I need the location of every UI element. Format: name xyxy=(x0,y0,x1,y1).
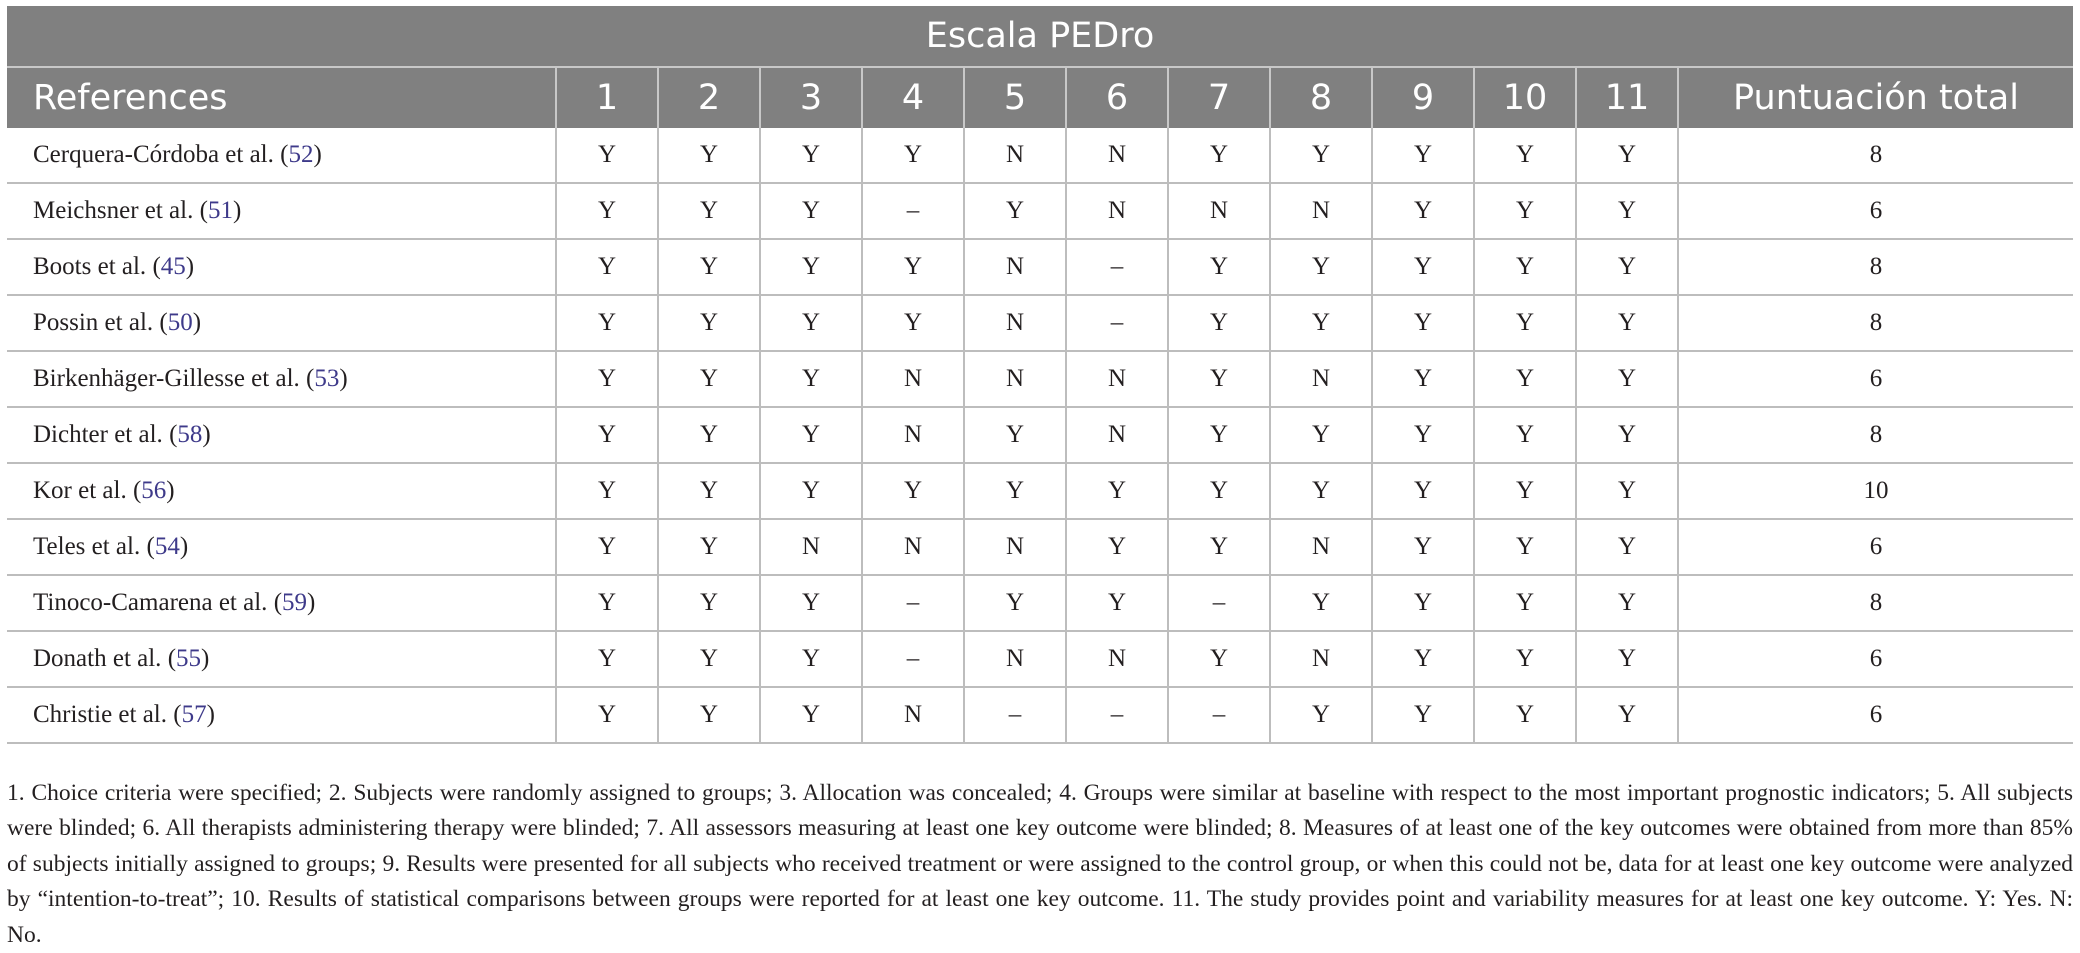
criterion-cell: Y xyxy=(964,463,1066,519)
citation-link[interactable]: 53 xyxy=(314,365,339,392)
pedro-table xyxy=(7,6,2073,744)
criterion-cell: Y xyxy=(1270,239,1372,295)
criterion-cell: – xyxy=(1168,575,1270,631)
criterion-cell: Y xyxy=(760,295,862,351)
criterion-cell: Y xyxy=(556,687,658,743)
column-header-criterion: 8 xyxy=(1270,67,1372,128)
column-header-criterion: 2 xyxy=(658,67,760,128)
criterion-cell: Y xyxy=(1576,463,1678,519)
column-header-row xyxy=(7,67,2073,128)
table-body xyxy=(7,128,2073,743)
criterion-cell: N xyxy=(1270,351,1372,407)
criterion-cell: Y xyxy=(658,407,760,463)
criterion-cell: N xyxy=(1066,407,1168,463)
criterion-cell: N xyxy=(862,407,964,463)
table-row xyxy=(7,407,2073,463)
criterion-cell: Y xyxy=(1474,183,1576,239)
criterion-cell: Y xyxy=(1474,295,1576,351)
criterion-cell: Y xyxy=(556,183,658,239)
criterion-cell: Y xyxy=(760,631,862,687)
citation-link[interactable]: 51 xyxy=(208,197,233,224)
criterion-cell: Y xyxy=(1168,351,1270,407)
criterion-cell: Y xyxy=(1270,407,1372,463)
total-score-cell: 6 xyxy=(1678,687,2073,743)
criterion-cell: Y xyxy=(1372,519,1474,575)
reference-name: Donath et al. xyxy=(33,645,161,672)
criterion-cell: – xyxy=(862,575,964,631)
criterion-cell: N xyxy=(964,239,1066,295)
criterion-cell: Y xyxy=(658,295,760,351)
criterion-cell: N xyxy=(964,631,1066,687)
criterion-cell: – xyxy=(1066,295,1168,351)
criterion-cell: Y xyxy=(1372,687,1474,743)
criterion-cell: Y xyxy=(1474,631,1576,687)
reference-name: Cerquera-Córdoba et al. xyxy=(33,141,274,168)
criterion-cell: Y xyxy=(658,239,760,295)
reference-cell: Boots et al. (45) xyxy=(7,239,556,295)
total-score-cell: 8 xyxy=(1678,407,2073,463)
criterion-cell: Y xyxy=(1372,128,1474,183)
criterion-cell: Y xyxy=(1168,631,1270,687)
criterion-cell: Y xyxy=(760,128,862,183)
table-row xyxy=(7,239,2073,295)
criterion-cell: – xyxy=(1168,687,1270,743)
column-header-criterion: 4 xyxy=(862,67,964,128)
criterion-cell: Y xyxy=(760,463,862,519)
criterion-cell: N xyxy=(964,351,1066,407)
column-header-total: Puntuación total xyxy=(1678,67,2073,128)
criterion-cell: N xyxy=(1168,183,1270,239)
column-header-criterion: 5 xyxy=(964,67,1066,128)
column-header-criterion: 10 xyxy=(1474,67,1576,128)
criterion-cell: Y xyxy=(658,519,760,575)
total-score-cell: 8 xyxy=(1678,239,2073,295)
criterion-cell: Y xyxy=(862,239,964,295)
total-score-cell: 6 xyxy=(1678,351,2073,407)
criterion-cell: Y xyxy=(1576,295,1678,351)
citation-link[interactable]: 45 xyxy=(161,253,186,280)
criterion-cell: Y xyxy=(964,575,1066,631)
criterion-cell: Y xyxy=(658,631,760,687)
reference-cell: Cerquera-Córdoba et al. (52) xyxy=(7,128,556,183)
table-row xyxy=(7,295,2073,351)
column-header-criterion: 11 xyxy=(1576,67,1678,128)
criterion-cell: Y xyxy=(658,575,760,631)
criterion-cell: Y xyxy=(1270,687,1372,743)
criterion-cell: Y xyxy=(658,128,760,183)
column-header-criterion: 7 xyxy=(1168,67,1270,128)
criterion-cell: Y xyxy=(1270,128,1372,183)
pedro-table-container xyxy=(7,6,2073,744)
criterion-cell: Y xyxy=(556,128,658,183)
criterion-cell: Y xyxy=(1066,463,1168,519)
reference-name: Kor et al. xyxy=(33,477,127,504)
total-score-cell: 6 xyxy=(1678,519,2073,575)
criterion-cell: Y xyxy=(1270,463,1372,519)
criterion-cell: Y xyxy=(556,239,658,295)
criterion-cell: Y xyxy=(1474,687,1576,743)
total-score-cell: 8 xyxy=(1678,295,2073,351)
criterion-cell: Y xyxy=(658,183,760,239)
criterion-cell: Y xyxy=(1168,519,1270,575)
criterion-cell: N xyxy=(862,687,964,743)
criterion-cell: Y xyxy=(1168,463,1270,519)
table-row xyxy=(7,687,2073,743)
criterion-cell: Y xyxy=(760,575,862,631)
criterion-cell: Y xyxy=(760,351,862,407)
criterion-cell: Y xyxy=(1168,407,1270,463)
criterion-cell: Y xyxy=(1168,128,1270,183)
criterion-cell: N xyxy=(1270,631,1372,687)
criterion-cell: Y xyxy=(1474,519,1576,575)
reference-cell: Teles et al. (54) xyxy=(7,519,556,575)
reference-name: Dichter et al. xyxy=(33,421,163,448)
citation-link[interactable]: 54 xyxy=(155,533,180,560)
criterion-cell: Y xyxy=(1576,687,1678,743)
criterion-cell: Y xyxy=(556,519,658,575)
criterion-cell: N xyxy=(964,295,1066,351)
criterion-cell: Y xyxy=(1372,631,1474,687)
criterion-cell: Y xyxy=(1576,183,1678,239)
column-header-criterion: 6 xyxy=(1066,67,1168,128)
criterion-cell: N xyxy=(964,519,1066,575)
criterion-cell: N xyxy=(760,519,862,575)
criterion-cell: Y xyxy=(556,407,658,463)
criterion-cell: Y xyxy=(556,631,658,687)
citation-link[interactable]: 50 xyxy=(168,309,193,336)
criterion-cell: Y xyxy=(556,295,658,351)
reference-cell: Birkenhäger-Gillesse et al. (53) xyxy=(7,351,556,407)
criterion-cell: Y xyxy=(1168,239,1270,295)
reference-cell: Meichsner et al. (51) xyxy=(7,183,556,239)
reference-name: Boots et al. xyxy=(33,253,146,280)
criterion-cell: Y xyxy=(964,407,1066,463)
criterion-cell: N xyxy=(1270,183,1372,239)
reference-cell: Tinoco-Camarena et al. (59) xyxy=(7,575,556,631)
reference-cell: Kor et al. (56) xyxy=(7,463,556,519)
criterion-cell: Y xyxy=(862,295,964,351)
criterion-cell: Y xyxy=(1474,128,1576,183)
criterion-cell: Y xyxy=(1372,183,1474,239)
criterion-cell: Y xyxy=(1372,239,1474,295)
criterion-cell: Y xyxy=(1474,463,1576,519)
total-score-cell: 10 xyxy=(1678,463,2073,519)
criterion-cell: N xyxy=(1066,183,1168,239)
criterion-cell: Y xyxy=(1576,239,1678,295)
criterion-cell: Y xyxy=(658,463,760,519)
table-row xyxy=(7,128,2073,183)
criterion-cell: – xyxy=(1066,239,1168,295)
total-score-cell: 8 xyxy=(1678,575,2073,631)
total-score-cell: 6 xyxy=(1678,631,2073,687)
criterion-cell: Y xyxy=(1270,295,1372,351)
reference-name: Birkenhäger-Gillesse et al. xyxy=(33,365,300,392)
criterion-cell: N xyxy=(964,128,1066,183)
criterion-cell: N xyxy=(862,351,964,407)
criterion-cell: Y xyxy=(658,351,760,407)
total-score-cell: 6 xyxy=(1678,183,2073,239)
column-header-criterion: 9 xyxy=(1372,67,1474,128)
criterion-cell: Y xyxy=(862,463,964,519)
criterion-cell: Y xyxy=(1474,351,1576,407)
criterion-cell: N xyxy=(862,519,964,575)
criterion-cell: Y xyxy=(1576,407,1678,463)
criterion-cell: Y xyxy=(1066,575,1168,631)
citation-link[interactable]: 52 xyxy=(288,141,313,168)
citation-link[interactable]: 56 xyxy=(141,477,166,504)
criterion-cell: Y xyxy=(760,183,862,239)
criterion-cell: Y xyxy=(1474,575,1576,631)
column-header-references: References xyxy=(7,67,556,128)
criterion-cell: Y xyxy=(1372,463,1474,519)
criterion-cell: Y xyxy=(658,687,760,743)
table-footnote: 1. Choice criteria were specified; 2. Subjects were randomly assigned to groups; 3. Allocation was concealed; 4. Groups were similar at baseline with respect to the most important prognostic indicators; 5. All subjects were blinded; 6. All therapists administering therapy were blinded; 7. All assessors measuring at least one key outcome were blinded; 8. Measures of at least one of the key outcomes were obtained from more than 85% of subjects initially assigned to groups; 9. Results were presented for all subjects who received treatment or were assigned to the control group, or when this could not be, data for at least one key outcome were analyzed by “intention-to-treat”; 10. Results of statistical comparisons between groups were reported for at least one key outcome. 11. The study provides point and variability measures for at least one key outcome. Y: Yes. N: No. xyxy=(7,776,2073,953)
citation-link[interactable]: 59 xyxy=(282,589,307,616)
table-row xyxy=(7,575,2073,631)
criterion-cell: – xyxy=(862,631,964,687)
criterion-cell: – xyxy=(964,687,1066,743)
criterion-cell: Y xyxy=(1576,351,1678,407)
criterion-cell: Y xyxy=(760,687,862,743)
criterion-cell: Y xyxy=(1576,575,1678,631)
criterion-cell: – xyxy=(1066,687,1168,743)
reference-name: Tinoco-Camarena et al. xyxy=(33,589,267,616)
criterion-cell: Y xyxy=(556,575,658,631)
criterion-cell: Y xyxy=(1474,239,1576,295)
reference-name: Possin et al. xyxy=(33,309,153,336)
criterion-cell: Y xyxy=(1576,128,1678,183)
criterion-cell: N xyxy=(1270,519,1372,575)
reference-cell: Possin et al. (50) xyxy=(7,295,556,351)
criterion-cell: Y xyxy=(556,463,658,519)
reference-cell: Christie et al. (57) xyxy=(7,687,556,743)
criterion-cell: Y xyxy=(862,128,964,183)
criterion-cell: Y xyxy=(760,239,862,295)
table-row xyxy=(7,183,2073,239)
criterion-cell: Y xyxy=(1474,407,1576,463)
criterion-cell: Y xyxy=(1372,407,1474,463)
reference-name: Meichsner et al. xyxy=(33,197,193,224)
citation-link[interactable]: 57 xyxy=(182,701,207,728)
reference-name: Teles et al. xyxy=(33,533,140,560)
citation-link[interactable]: 55 xyxy=(176,645,201,672)
criterion-cell: – xyxy=(862,183,964,239)
criterion-cell: N xyxy=(1066,631,1168,687)
total-score-cell: 8 xyxy=(1678,128,2073,183)
criterion-cell: Y xyxy=(964,183,1066,239)
reference-cell: Dichter et al. (58) xyxy=(7,407,556,463)
table-row xyxy=(7,351,2073,407)
criterion-cell: Y xyxy=(1576,519,1678,575)
criterion-cell: Y xyxy=(1372,575,1474,631)
table-row xyxy=(7,519,2073,575)
citation-link[interactable]: 58 xyxy=(177,421,202,448)
criterion-cell: Y xyxy=(1168,295,1270,351)
criterion-cell: Y xyxy=(760,407,862,463)
criterion-cell: Y xyxy=(1270,575,1372,631)
criterion-cell: Y xyxy=(1066,519,1168,575)
reference-name: Christie et al. xyxy=(33,701,167,728)
criterion-cell: N xyxy=(1066,351,1168,407)
criterion-cell: Y xyxy=(1576,631,1678,687)
table-row xyxy=(7,631,2073,687)
table-row xyxy=(7,463,2073,519)
criterion-cell: Y xyxy=(1372,295,1474,351)
criterion-cell: Y xyxy=(556,351,658,407)
column-header-criterion: 1 xyxy=(556,67,658,128)
criterion-cell: Y xyxy=(1372,351,1474,407)
column-header-criterion: 3 xyxy=(760,67,862,128)
reference-cell: Donath et al. (55) xyxy=(7,631,556,687)
table-title: Escala PEDro xyxy=(7,6,2073,67)
criterion-cell: N xyxy=(1066,128,1168,183)
